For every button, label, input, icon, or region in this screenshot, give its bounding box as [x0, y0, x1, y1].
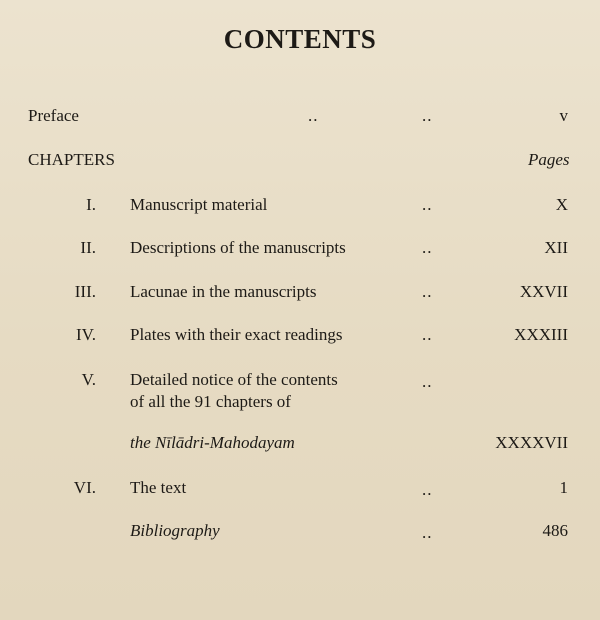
chapter-title: Manuscript material — [130, 195, 268, 214]
chapter-number: II. — [80, 238, 96, 257]
chapter-page: XXXIII — [514, 325, 568, 344]
chapter-page: X — [555, 195, 568, 214]
chapter-title: The text — [130, 478, 187, 497]
chapter-title-italic: the Nīlādri-Mahodayam — [130, 433, 295, 452]
chapter-number: V. — [81, 370, 96, 389]
page-title: CONTENTS — [223, 24, 377, 54]
bibliography-dots: .. — [422, 523, 433, 542]
chapter-dots: .. — [422, 325, 433, 344]
preface-label: Preface — [28, 106, 79, 125]
chapters-heading: CHAPTERS — [28, 150, 115, 169]
chapter-dots: .. — [422, 238, 433, 257]
chapter-page: 1 — [559, 478, 568, 497]
chapter-number: IV. — [76, 325, 96, 344]
chapter-number: I. — [86, 195, 96, 214]
bibliography-label: Bibliography — [130, 521, 220, 540]
chapter-number: VI. — [73, 478, 96, 497]
chapter-title: Detailed notice of the contents — [130, 370, 338, 389]
chapter-dots: .. — [422, 282, 433, 301]
bibliography-page: 486 — [542, 521, 568, 540]
chapter-title: Lacunae in the manuscripts — [130, 282, 317, 301]
chapter-title: Plates with their exact readings — [130, 325, 343, 344]
chapter-page: XXXXVII — [495, 433, 568, 452]
chapter-dots: .. — [422, 480, 433, 499]
chapter-page: XII — [544, 238, 568, 257]
preface-dots-2: .. — [422, 106, 433, 125]
chapter-title-cont: of all the 91 chapters of — [130, 392, 291, 411]
chapter-dots: .. — [422, 372, 433, 391]
chapter-page: XXVII — [519, 282, 568, 301]
chapter-title: Descriptions of the manuscripts — [130, 238, 346, 257]
preface-page: v — [559, 106, 568, 125]
chapter-number: III. — [74, 282, 96, 301]
pages-heading: Pages — [528, 150, 570, 169]
chapter-dots: .. — [422, 195, 433, 214]
preface-dots-1: .. — [308, 106, 319, 125]
